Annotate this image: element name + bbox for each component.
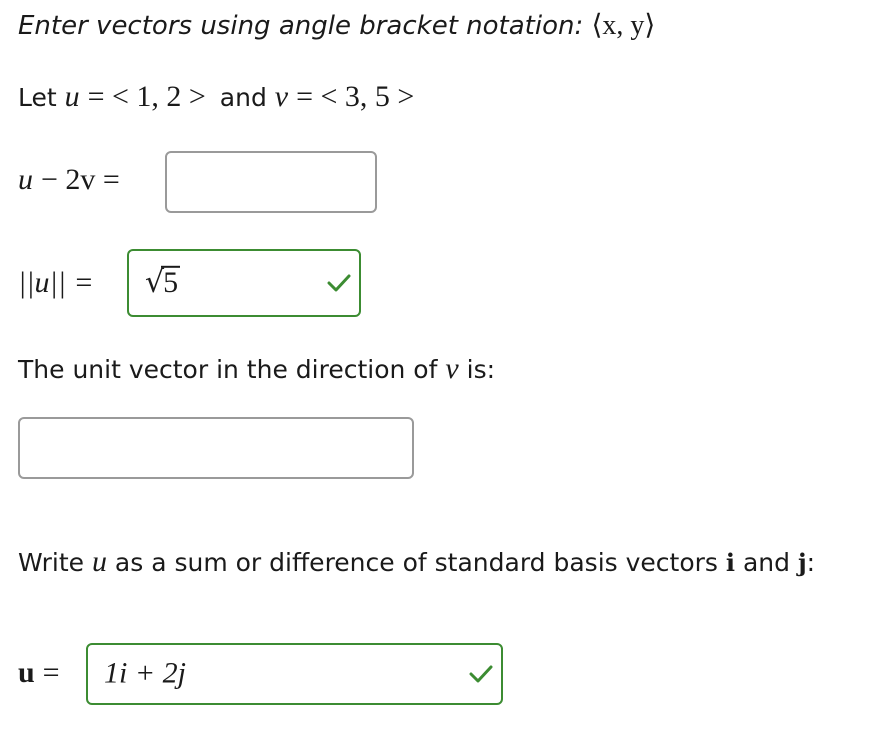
q4-eq: = <box>42 656 60 689</box>
sqrt-expression <box>145 265 180 300</box>
q1-u: u <box>18 163 33 196</box>
q4-prompt <box>18 545 815 579</box>
q4-var: u <box>91 545 107 578</box>
u-value: = < 1, 2 > <box>87 80 206 113</box>
q1-answer-input[interactable] <box>165 151 377 213</box>
v-variable: v <box>274 80 289 113</box>
radicand: 5 <box>163 265 179 299</box>
v-value: = < 3, 5 > <box>296 80 415 113</box>
q3-var: v <box>445 352 459 385</box>
and-label: and <box>219 83 267 112</box>
q4-i: i <box>725 548 735 577</box>
q2-label <box>18 266 94 300</box>
q3-answer-input[interactable] <box>18 417 414 479</box>
q4-and: and <box>735 548 798 577</box>
q3-suffix: is: <box>458 355 496 384</box>
q3-text: The unit vector in the direction of <box>18 355 446 384</box>
q4-answer-input[interactable] <box>86 643 503 705</box>
q1-label <box>18 163 120 197</box>
q2-answer-input[interactable] <box>127 249 361 317</box>
instruction-text: Enter vectors using angle bracket notation: <box>18 11 592 41</box>
check-icon <box>469 664 493 684</box>
q4-text: Write <box>18 548 92 577</box>
q4-j: j <box>797 548 807 577</box>
q3-prompt <box>18 352 495 386</box>
let-label: Let <box>18 83 57 112</box>
q2-answer-value <box>145 265 180 300</box>
q2-lhs: ||u|| = <box>18 266 94 299</box>
q1-rest: − 2v = <box>40 163 120 196</box>
q4-suffix: : <box>806 548 816 577</box>
q4-answer-value: 1i + 2j <box>104 656 186 690</box>
radical-sign: √ <box>145 264 165 300</box>
q4-lhs: u <box>18 656 35 689</box>
u-variable: u <box>64 80 80 113</box>
q4-label <box>18 656 60 690</box>
given-line <box>18 80 414 114</box>
notation-example: ⟨x, y⟩ <box>591 10 656 41</box>
instruction-line <box>18 8 655 42</box>
q4-middle: as a sum or difference of standard basis vectors <box>106 548 726 577</box>
check-icon <box>327 273 351 293</box>
